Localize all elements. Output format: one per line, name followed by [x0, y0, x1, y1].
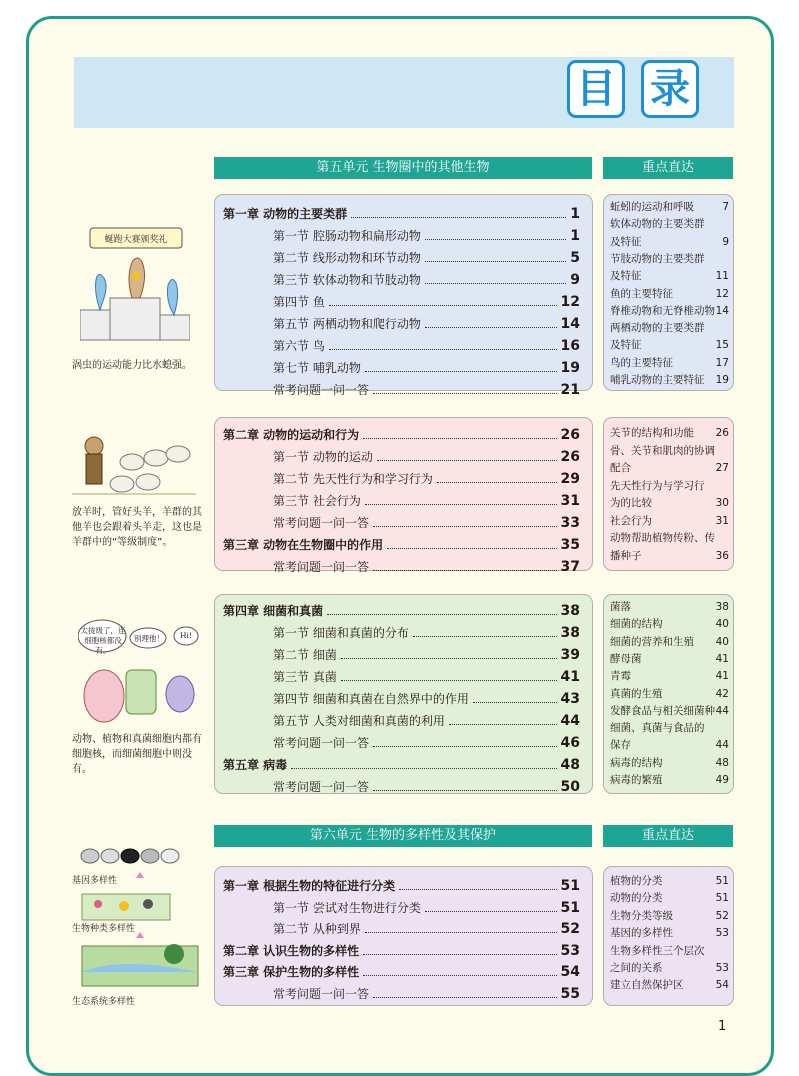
keypoint-item[interactable] — [610, 890, 729, 907]
keypoint-page: 36 — [715, 549, 729, 562]
keypoint-text: 基因的多样性 — [610, 927, 673, 940]
keypoint-item[interactable] — [610, 199, 729, 216]
toc-entry-page: 52 — [560, 921, 580, 937]
toc-entry-label: 第二节 细菌 — [273, 648, 337, 662]
toc-entry-page: 1 — [570, 206, 580, 222]
keypoint-text: 社会行为 — [610, 514, 652, 527]
unit5-title: 第五单元 生物圈中的其他生物 — [214, 157, 592, 179]
keypoint-page: 27 — [715, 462, 729, 474]
keypoint-item[interactable] — [610, 703, 729, 720]
toc-leader-dots — [387, 548, 557, 549]
toc-box-unit6 — [214, 866, 593, 1006]
toc-entry-label: 第二章 认识生物的多样性 — [223, 943, 360, 958]
keypoint-page: 53 — [715, 962, 729, 974]
keypoint-item[interactable] — [610, 772, 729, 789]
keypoint-page: 52 — [715, 909, 729, 922]
toc-leader-dots — [399, 889, 557, 890]
toc-entry-label: 第四节 细菌和真菌在自然界中的作用 — [273, 692, 469, 706]
keypoint-text: 菌落 — [610, 601, 631, 613]
worm-podium-illustration — [80, 220, 190, 360]
toc-entry-label: 常考问题一问一答 — [273, 736, 370, 750]
toc-leader-dots — [373, 997, 557, 998]
cell-bubble-1: 太拢级了，连细胞核都没有。 — [80, 626, 126, 655]
toc-entry-page: 5 — [570, 250, 580, 266]
toc-entry-label: 第一节 尝试对生物进行分类 — [273, 900, 421, 915]
keypoint-text: 细菌的结构 — [610, 618, 663, 631]
toc-leader-dots — [365, 504, 557, 505]
keypoint-box-unit6 — [603, 866, 734, 1006]
toc-entry-page: 46 — [560, 735, 580, 751]
toc-leader-dots — [365, 371, 557, 372]
unit6-key-label: 重点直达 — [603, 825, 733, 847]
toc-leader-dots — [373, 526, 557, 527]
toc-entry-label: 第一节 细菌和真菌的分布 — [273, 626, 409, 640]
toc-section-row[interactable] — [215, 291, 580, 313]
toc-entry-label: 常考问题一问一答 — [273, 560, 370, 574]
keypoint-item[interactable] — [610, 286, 729, 303]
keypoint-page: 17 — [715, 356, 729, 369]
toc-entry-page: 38 — [560, 625, 580, 641]
keypoint-text: 真菌的生殖 — [610, 687, 663, 700]
toc-leader-dots — [425, 261, 566, 262]
worm-sign-text: 蜒跑大赛颁奖礼 — [104, 234, 168, 244]
toc-chapter-row[interactable] — [215, 534, 580, 556]
toc-entry-page: 33 — [560, 515, 580, 531]
toc-leader-dots — [341, 658, 557, 659]
toc-entry-page: 29 — [560, 471, 580, 487]
toc-leader-dots — [425, 327, 557, 328]
toc-section-row[interactable] — [215, 897, 580, 919]
keypoint-text: 病毒的繁殖 — [610, 774, 663, 786]
toc-entry-page: 54 — [560, 964, 580, 980]
toc-entry-page: 31 — [560, 493, 580, 509]
keypoint-item[interactable] — [610, 599, 729, 616]
toc-entry-label: 第四节 鱼 — [273, 295, 325, 309]
toc-entry-page: 50 — [560, 779, 580, 795]
toc-leader-dots — [437, 482, 557, 483]
toc-entry-page: 55 — [560, 985, 580, 1002]
toc-entry-page: 19 — [560, 360, 580, 376]
keypoint-item[interactable] — [610, 495, 729, 512]
toc-chapter-row[interactable] — [215, 754, 580, 776]
keypoint-page: 19 — [715, 374, 729, 386]
keypoint-text: 蚯蚓的运动和呼吸 — [610, 201, 694, 213]
keypoint-text: 生物多样性三个层次 — [610, 944, 705, 957]
keypoint-item[interactable] — [610, 478, 729, 495]
keypoint-item[interactable] — [610, 530, 729, 547]
toc-section-row[interactable] — [215, 918, 580, 940]
toc-leader-dots — [365, 932, 557, 933]
toc-chapter-row[interactable] — [215, 600, 580, 622]
toc-leader-dots — [329, 349, 557, 350]
keypoint-text: 鱼的主要特征 — [610, 287, 673, 300]
toc-leader-dots — [473, 702, 557, 703]
toc-entry-label: 第一节 动物的运动 — [273, 450, 373, 464]
toc-leader-dots — [363, 438, 557, 439]
keypoint-text: 动物的分类 — [610, 892, 663, 905]
keypoint-item[interactable] — [610, 443, 729, 460]
keypoint-text: 植物的分类 — [610, 875, 663, 887]
toc-entry-page: 51 — [560, 878, 580, 894]
keypoint-item[interactable] — [610, 268, 729, 285]
keypoint-text: 哺乳动物的主要特征 — [610, 374, 705, 386]
keypoint-page: 31 — [715, 514, 729, 527]
unit6-title: 第六单元 生物的多样性及其保护 — [214, 825, 592, 847]
toc-entry-label: 第三章 动物在生物圈中的作用 — [223, 538, 384, 552]
keypoint-text: 保存 — [610, 739, 631, 752]
keypoint-box-chapter1 — [603, 194, 734, 391]
toc-entry-label: 第二节 从种到界 — [273, 922, 361, 936]
keypoint-text: 发酵食品与相关细菌种 — [610, 704, 715, 717]
toc-section-row[interactable] — [215, 225, 580, 247]
toc-chapter-row[interactable] — [215, 875, 580, 897]
toc-entry-label: 第五节 人类对细菌和真菌的利用 — [273, 714, 445, 728]
keypoint-text: 建立自然保护区 — [610, 979, 684, 992]
toc-leader-dots — [291, 768, 557, 769]
toc-chapter-row[interactable] — [215, 940, 580, 962]
keypoint-page: 44 — [715, 704, 729, 717]
keypoint-item[interactable] — [610, 634, 729, 651]
toc-entry-label: 第一节 腔肠动物和扁形动物 — [273, 229, 421, 243]
toc-leader-dots — [377, 460, 557, 461]
toc-section-row[interactable] — [215, 688, 580, 710]
toc-entry-label: 第五节 两栖动物和爬行动物 — [273, 317, 421, 331]
keypoint-text: 酵母菌 — [610, 652, 642, 665]
toc-entry-page: 51 — [560, 899, 580, 916]
toc-section-row[interactable] — [215, 776, 580, 798]
keypoint-page: 15 — [715, 339, 729, 352]
keypoint-box-chapter2-3 — [603, 417, 734, 571]
keypoint-page: 51 — [715, 892, 729, 905]
keypoint-text: 动物帮助植物传粉、传 — [610, 532, 715, 544]
keypoint-item[interactable] — [610, 925, 729, 942]
keypoint-page: 49 — [715, 774, 729, 786]
keypoint-text: 及特征 — [610, 235, 642, 248]
toc-leader-dots — [329, 305, 557, 306]
keypoint-page: 41 — [715, 652, 729, 665]
toc-box-chapter2-3 — [214, 417, 593, 575]
keypoint-page: 38 — [715, 601, 729, 613]
toc-section-row[interactable] — [215, 468, 580, 490]
toc-chapter-row[interactable] — [215, 203, 580, 225]
toc-entry-page: 37 — [560, 559, 580, 575]
keypoint-box-chapter4-5 — [603, 594, 734, 794]
cell-bubble-3: Hi! — [180, 631, 192, 640]
toc-entry-page: 16 — [560, 338, 580, 354]
toc-section-row[interactable] — [215, 446, 580, 468]
toc-leader-dots — [413, 636, 557, 637]
keypoint-item[interactable] — [610, 251, 729, 268]
keypoint-page: 26 — [715, 427, 729, 439]
toc-entry-page: 48 — [560, 757, 580, 773]
toc-section-row[interactable] — [215, 622, 580, 644]
keypoint-item[interactable] — [610, 355, 729, 372]
keypoint-item[interactable] — [610, 616, 729, 633]
keypoint-text: 病毒的结构 — [610, 756, 663, 769]
keypoint-item[interactable] — [610, 651, 729, 668]
toc-entry-label: 第三节 软体动物和节肢动物 — [273, 273, 421, 287]
toc-entry-label: 第三章 保护生物的多样性 — [223, 965, 360, 979]
toc-entry-page: 38 — [560, 603, 580, 619]
keypoint-item[interactable] — [610, 303, 729, 320]
toc-entry-label: 第一章 动物的主要类群 — [223, 207, 348, 221]
toc-entry-page: 35 — [560, 537, 580, 553]
diversity-label-species: 生物种类多样性 — [72, 924, 136, 934]
toc-entry-page: 44 — [560, 713, 580, 729]
keypoint-page: 44 — [715, 739, 729, 752]
keypoint-page: 12 — [715, 287, 729, 300]
toc-box-chapter4-5 — [214, 594, 593, 794]
toc-entry-page: 12 — [560, 294, 580, 310]
cells-illustration — [78, 618, 202, 728]
keypoint-text: 节肢动物的主要类群 — [610, 252, 705, 265]
keypoint-item[interactable] — [610, 320, 729, 337]
toc-entry-page: 53 — [560, 942, 580, 959]
keypoint-text: 骨、关节和肌肉的协调 — [610, 444, 715, 457]
toc-chapter-row[interactable] — [215, 424, 580, 446]
keypoint-item[interactable] — [610, 372, 729, 389]
keypoint-item[interactable] — [610, 686, 729, 703]
toc-entry-label: 第一章 根据生物的特征进行分类 — [223, 879, 396, 893]
toc-section-row[interactable] — [215, 732, 580, 754]
toc-section-row[interactable] — [215, 269, 580, 291]
keypoint-text: 鸟的主要特征 — [610, 356, 673, 369]
keypoint-item[interactable] — [610, 960, 729, 977]
keypoint-text: 及特征 — [610, 339, 642, 352]
keypoint-item[interactable] — [610, 425, 729, 442]
keypoint-text: 及特征 — [610, 270, 642, 283]
toc-leader-dots — [449, 724, 557, 725]
title-char-2: 录 — [641, 60, 699, 118]
keypoint-text: 脊椎动物和无脊椎动物 — [610, 304, 715, 317]
keypoint-item[interactable] — [610, 337, 729, 354]
keypoint-page: 9 — [722, 235, 729, 248]
keypoint-text: 为的比较 — [610, 497, 652, 509]
toc-leader-dots — [425, 911, 557, 912]
keypoint-item[interactable] — [610, 908, 729, 925]
keypoint-item[interactable] — [610, 720, 729, 737]
toc-leader-dots — [373, 393, 557, 394]
toc-leader-dots — [425, 239, 566, 240]
keypoint-page: 53 — [715, 927, 729, 940]
toc-box-chapter1 — [214, 194, 593, 398]
sheep-illustration — [72, 432, 196, 502]
toc-entry-label: 常考问题一问一答 — [273, 986, 370, 1001]
keypoint-item[interactable] — [610, 943, 729, 960]
worm-caption: 涡虫的运动能力比水螅强。 — [72, 360, 192, 371]
toc-leader-dots — [327, 614, 557, 615]
keypoint-item[interactable] — [610, 216, 729, 233]
toc-section-row[interactable] — [215, 313, 580, 335]
keypoint-text: 关节的结构和功能 — [610, 427, 694, 439]
keypoint-text: 两栖动物的主要类群 — [610, 322, 705, 335]
toc-section-row[interactable] — [215, 512, 580, 534]
toc-entry-label: 第二章 动物的运动和行为 — [223, 428, 360, 442]
toc-leader-dots — [363, 975, 557, 976]
toc-leader-dots — [373, 746, 557, 747]
toc-leader-dots — [341, 680, 557, 681]
keypoint-page: 41 — [715, 670, 729, 683]
toc-entry-page: 21 — [560, 382, 580, 398]
keypoint-text: 细菌的营养和生殖 — [610, 635, 694, 648]
keypoint-page: 11 — [715, 270, 729, 283]
keypoint-text: 先天性行为与学习行 — [610, 479, 705, 492]
toc-entry-label: 第七节 哺乳动物 — [273, 361, 361, 375]
toc-leader-dots — [373, 570, 557, 571]
toc-entry-page: 26 — [560, 427, 580, 443]
page-number: 1 — [718, 1019, 727, 1034]
keypoint-page: 40 — [715, 635, 729, 648]
title-char-1: 目 — [567, 60, 625, 118]
toc-section-row[interactable] — [215, 379, 580, 401]
keypoint-text: 青霉 — [610, 670, 631, 683]
toc-leader-dots — [373, 790, 557, 791]
toc-entry-label: 第二节 先天性行为和学习行为 — [273, 472, 433, 486]
toc-leader-dots — [351, 217, 566, 218]
keypoint-page: 14 — [715, 304, 729, 317]
toc-entry-label: 常考问题一问一答 — [273, 516, 370, 530]
header-band — [74, 57, 734, 128]
unit5-key-label: 重点直达 — [603, 157, 733, 179]
keypoint-page: 42 — [715, 687, 729, 700]
toc-entry-page: 26 — [560, 449, 580, 465]
sheep-caption: 放羊时，管好头羊，羊群的其他羊也会跟着头羊走，这也是羊群中的“等级制度”。 — [72, 507, 202, 548]
toc-leader-dots — [425, 283, 566, 284]
keypoint-page: 7 — [722, 201, 729, 213]
toc-entry-label: 第五章 病毒 — [223, 758, 288, 772]
toc-entry-label: 常考问题一问一答 — [273, 780, 370, 794]
toc-section-row[interactable] — [215, 490, 580, 512]
toc-leader-dots — [363, 954, 557, 955]
keypoint-item[interactable] — [610, 737, 729, 754]
keypoint-item[interactable] — [610, 234, 729, 251]
toc-entry-page: 41 — [560, 669, 580, 685]
toc-entry-label: 常考问题一问一答 — [273, 383, 370, 397]
toc-entry-page: 1 — [570, 228, 580, 244]
toc-entry-label: 第二节 线形动物和环节动物 — [273, 251, 421, 265]
keypoint-item[interactable] — [610, 548, 729, 565]
toc-section-row[interactable] — [215, 247, 580, 269]
toc-section-row[interactable] — [215, 710, 580, 732]
toc-section-row[interactable] — [215, 666, 580, 688]
keypoint-page: 54 — [715, 979, 729, 992]
toc-section-row[interactable] — [215, 357, 580, 379]
cell-caption: 动物、植物和真菌细胞内都有细胞核，而细菌细胞中则没有。 — [72, 734, 202, 775]
toc-entry-page: 14 — [560, 316, 580, 332]
keypoint-text: 细菌、真菌与食品的 — [610, 722, 705, 735]
toc-section-row[interactable] — [215, 335, 580, 357]
toc-entry-label: 第三节 真菌 — [273, 670, 337, 684]
keypoint-item[interactable] — [610, 668, 729, 685]
keypoint-item[interactable] — [610, 977, 729, 994]
toc-chapter-row[interactable] — [215, 961, 580, 983]
toc-section-row[interactable] — [215, 644, 580, 666]
toc-section-row[interactable] — [215, 556, 580, 578]
keypoint-page: 48 — [715, 756, 729, 769]
keypoint-text: 配合 — [610, 462, 631, 474]
cell-bubble-2: 别理他！ — [134, 634, 164, 643]
toc-section-row[interactable] — [215, 983, 580, 1005]
keypoint-page: 30 — [715, 497, 729, 509]
keypoint-item[interactable] — [610, 873, 729, 890]
keypoint-text: 生物分类等级 — [610, 909, 673, 922]
toc-entry-page: 39 — [560, 647, 580, 663]
keypoint-text: 软体动物的主要类群 — [610, 218, 705, 231]
keypoint-item[interactable] — [610, 513, 729, 530]
keypoint-text: 之间的关系 — [610, 962, 663, 974]
keypoint-page: 40 — [715, 618, 729, 631]
toc-entry-page: 9 — [570, 272, 580, 288]
keypoint-text: 播种子 — [610, 549, 642, 562]
keypoint-page: 51 — [715, 875, 729, 887]
diversity-label-ecosystem: 生态系统多样性 — [72, 997, 136, 1007]
toc-entry-label: 第六节 鸟 — [273, 339, 325, 353]
toc-entry-label: 第三节 社会行为 — [273, 494, 361, 508]
toc-entry-page: 43 — [560, 691, 580, 707]
diversity-label-gene: 基因多样性 — [72, 876, 118, 886]
keypoint-item[interactable] — [610, 460, 729, 477]
keypoint-item[interactable] — [610, 755, 729, 772]
toc-entry-label: 第四章 细菌和真菌 — [223, 604, 324, 618]
